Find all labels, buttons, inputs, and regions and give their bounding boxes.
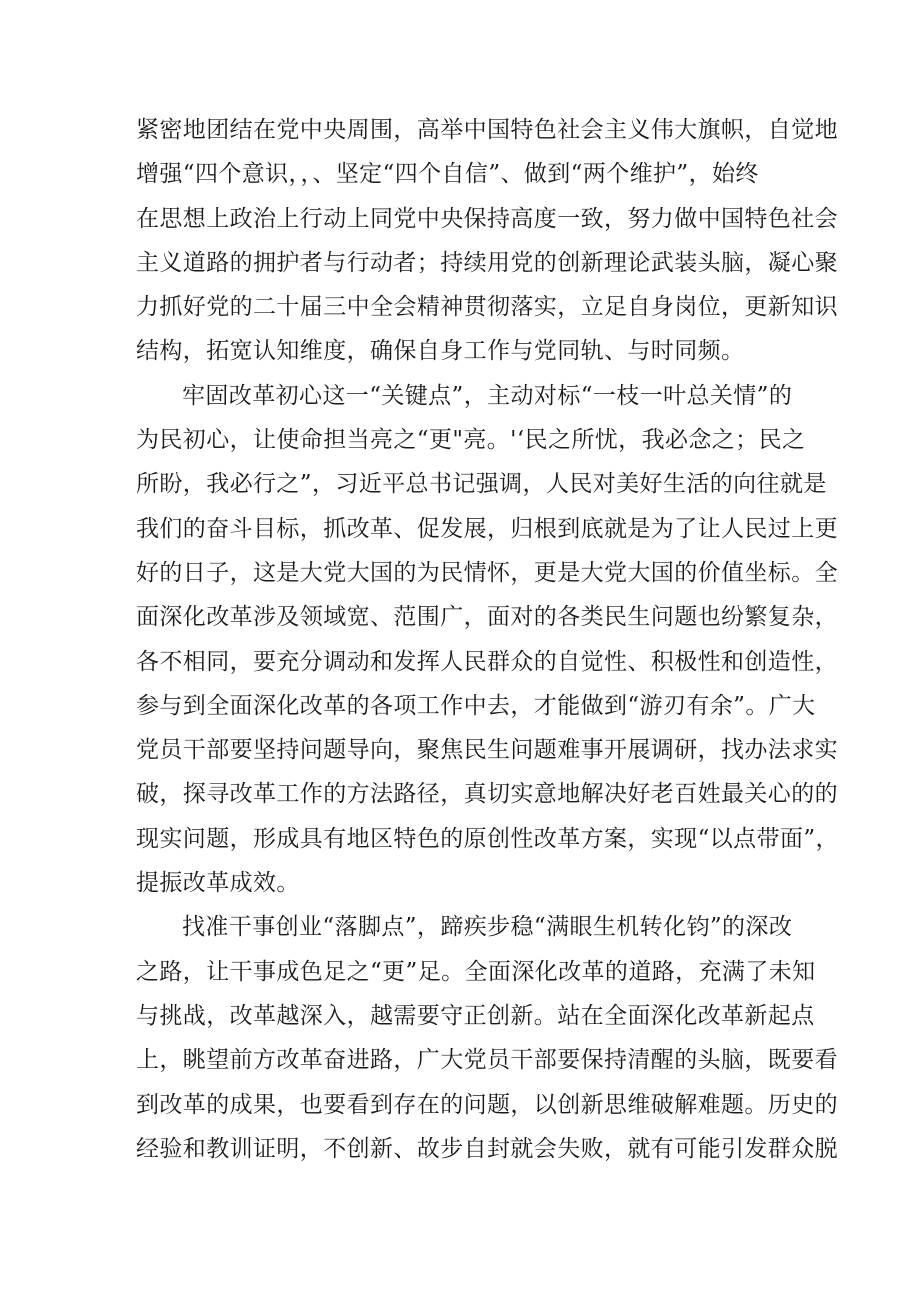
text-line: 找准干事创业“落脚点”，蹄疾步稳“满眼生机转化钧”的深改 bbox=[182, 914, 793, 941]
text-line: 上，眺望前方改革奋进路，广大党员干部要保持清醒的头脑，既要看 bbox=[136, 1047, 838, 1074]
paragraph-3 bbox=[136, 905, 838, 1171]
text-line: 参与到全面深化改革的各项工作中去，才能做到“游刃有余”。广大 bbox=[136, 692, 816, 719]
text-line: 我们的奋斗目标，抓改革、促发展，归根到底就是为了让人民过上更 bbox=[136, 515, 838, 542]
text-line: 经验和教训证明，不创新、故步自封就会失败，就有可能引发群众脱 bbox=[136, 1135, 838, 1162]
text-line: 所盼，我必行之”，习近平总书记强调，人民对美好生活的向往就是 bbox=[136, 471, 827, 498]
paragraph-2 bbox=[136, 374, 839, 906]
text-line: 牢固改革初心这一“关键点”，主动对标“一枝一叶总关情”的 bbox=[182, 382, 793, 409]
text-line: 结构，拓宽认知维度，确保自身工作与党同轨、与时同频。 bbox=[136, 338, 745, 365]
text-line: 好的日子，这是大党大国的为民情怀，更是大党大国的价值坐标。全 bbox=[136, 559, 838, 586]
text-line: 为民初心，让使命担当亮之“更"亮。'‘民之所忧，我必念之；民之 bbox=[136, 427, 806, 454]
text-line: 面深化改革涉及领域宽、范围广，面对的各类民生问题也纷繁复杂， bbox=[136, 604, 838, 631]
text-line: 在思想上政治上行动上同党中央保持高度一致，努力做中国特色社会 bbox=[136, 205, 838, 232]
text-line: 各不相同，要充分调动和发挥人民群众的自觉性、积极性和创造性， bbox=[136, 648, 838, 675]
text-line: 与挑战，改革越深入，越需要守正创新。站在全面深化改革新起点 bbox=[136, 1002, 815, 1029]
document-body bbox=[136, 108, 839, 1171]
text-line: 提振改革成效。 bbox=[136, 870, 300, 897]
text-line: 到改革的成果，也要看到存在的问题，以创新思维破解难题。历史的 bbox=[136, 1091, 838, 1118]
text-line: 党员干部要坚持问题导向，聚焦民生问题难事开展调研，找办法求实 bbox=[136, 737, 838, 764]
paragraph-1 bbox=[136, 108, 838, 374]
text-line: 紧密地团结在党中央周围，高举中国特色社会主义伟大旗帜，自觉地 bbox=[136, 117, 838, 143]
text-line: 力抓好党的二十届三中全会精神贯彻落实，立足自身岗位，更新知识 bbox=[136, 294, 838, 321]
text-line: 主义道路的拥护者与行动者；持续用党的创新理论武装头脑，凝心聚 bbox=[136, 249, 838, 276]
text-line: 破，探寻改革工作的方法路径，真切实意地解决好老百姓最关心的的 bbox=[136, 781, 838, 808]
text-line: 之路，让干事成色足之“更”足。全面深化改革的道路，充满了未知 bbox=[136, 958, 816, 985]
text-line: 增强“四个意识，，、坚定“四个自信”、做到“两个维护”，始终 bbox=[136, 161, 759, 188]
text-line: 现实问题，形成具有地区特色的原创性改革方案，实现“以点带面”， bbox=[136, 825, 839, 852]
